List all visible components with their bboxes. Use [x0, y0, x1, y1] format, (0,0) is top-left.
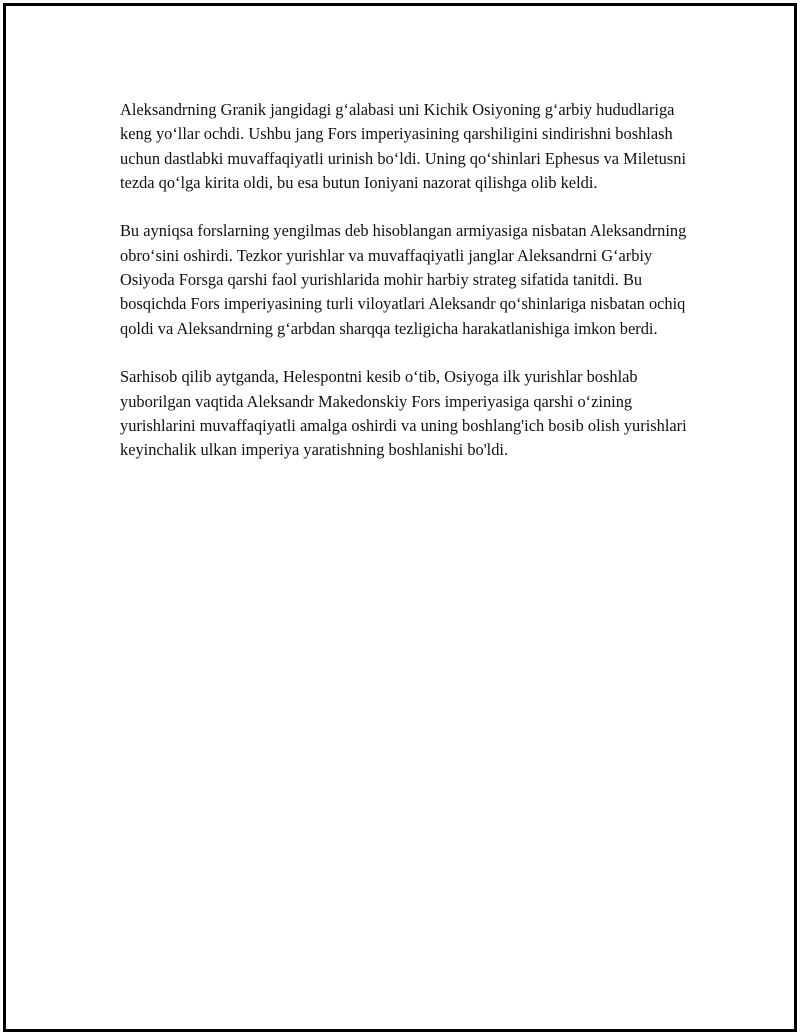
paragraph-2: Bu ayniqsa forslarning yengilmas deb hisoblangan armiyasiga nisbatan Aleksandrning obro‘sini oshirdi. Tezkor yurishlar va muvaffaqiyatli janglar Aleksandrni G‘arbiy Osiyoda Forsga qarshi faol yurishlarida mohir harbiy strateg sifatida tanitdi. Bu bosqichda Fors imperiyasining turli viloyatlari Aleksandr qo‘shinlariga nisbatan ochiq qoldi va Aleksandrning g‘arbdan sharqqa tezligicha harakatlanishiga imkon berdi.: [120, 221, 687, 338]
paragraph-3: Sarhisob qilib aytganda, Helespontni kesib o‘tib, Osiyoga ilk yurishlar boshlab yuborilgan vaqtida Aleksandr Makedonskiy Fors imperiyasiga qarshi o‘zining yurishlarini muvaffaqiyatli amalga oshirdi va uning boshlang'ich bosib olish yurishlari keyinchalik ulkan imperiya yaratishning boshlanishi bo'ldi.: [120, 367, 687, 460]
page-frame: [3, 3, 797, 1032]
paragraph-1: Aleksandrning Granik jangidagi g‘alabasi uni Kichik Osiyoning g‘arbiy hududlariga keng yo‘llar ochdi. Ushbu jang Fors imperiyasining qarshiligini sindirishni boshlash uchun dastlabki muvaffaqiyatli urinish bo‘ldi. Uning qo‘shinlari Ephesus va Miletusni tezda qo‘lga kirita oldi, bu esa butun Ioniyani nazorat qilishga olib keldi.: [120, 100, 687, 192]
document-body: [120, 98, 690, 462]
